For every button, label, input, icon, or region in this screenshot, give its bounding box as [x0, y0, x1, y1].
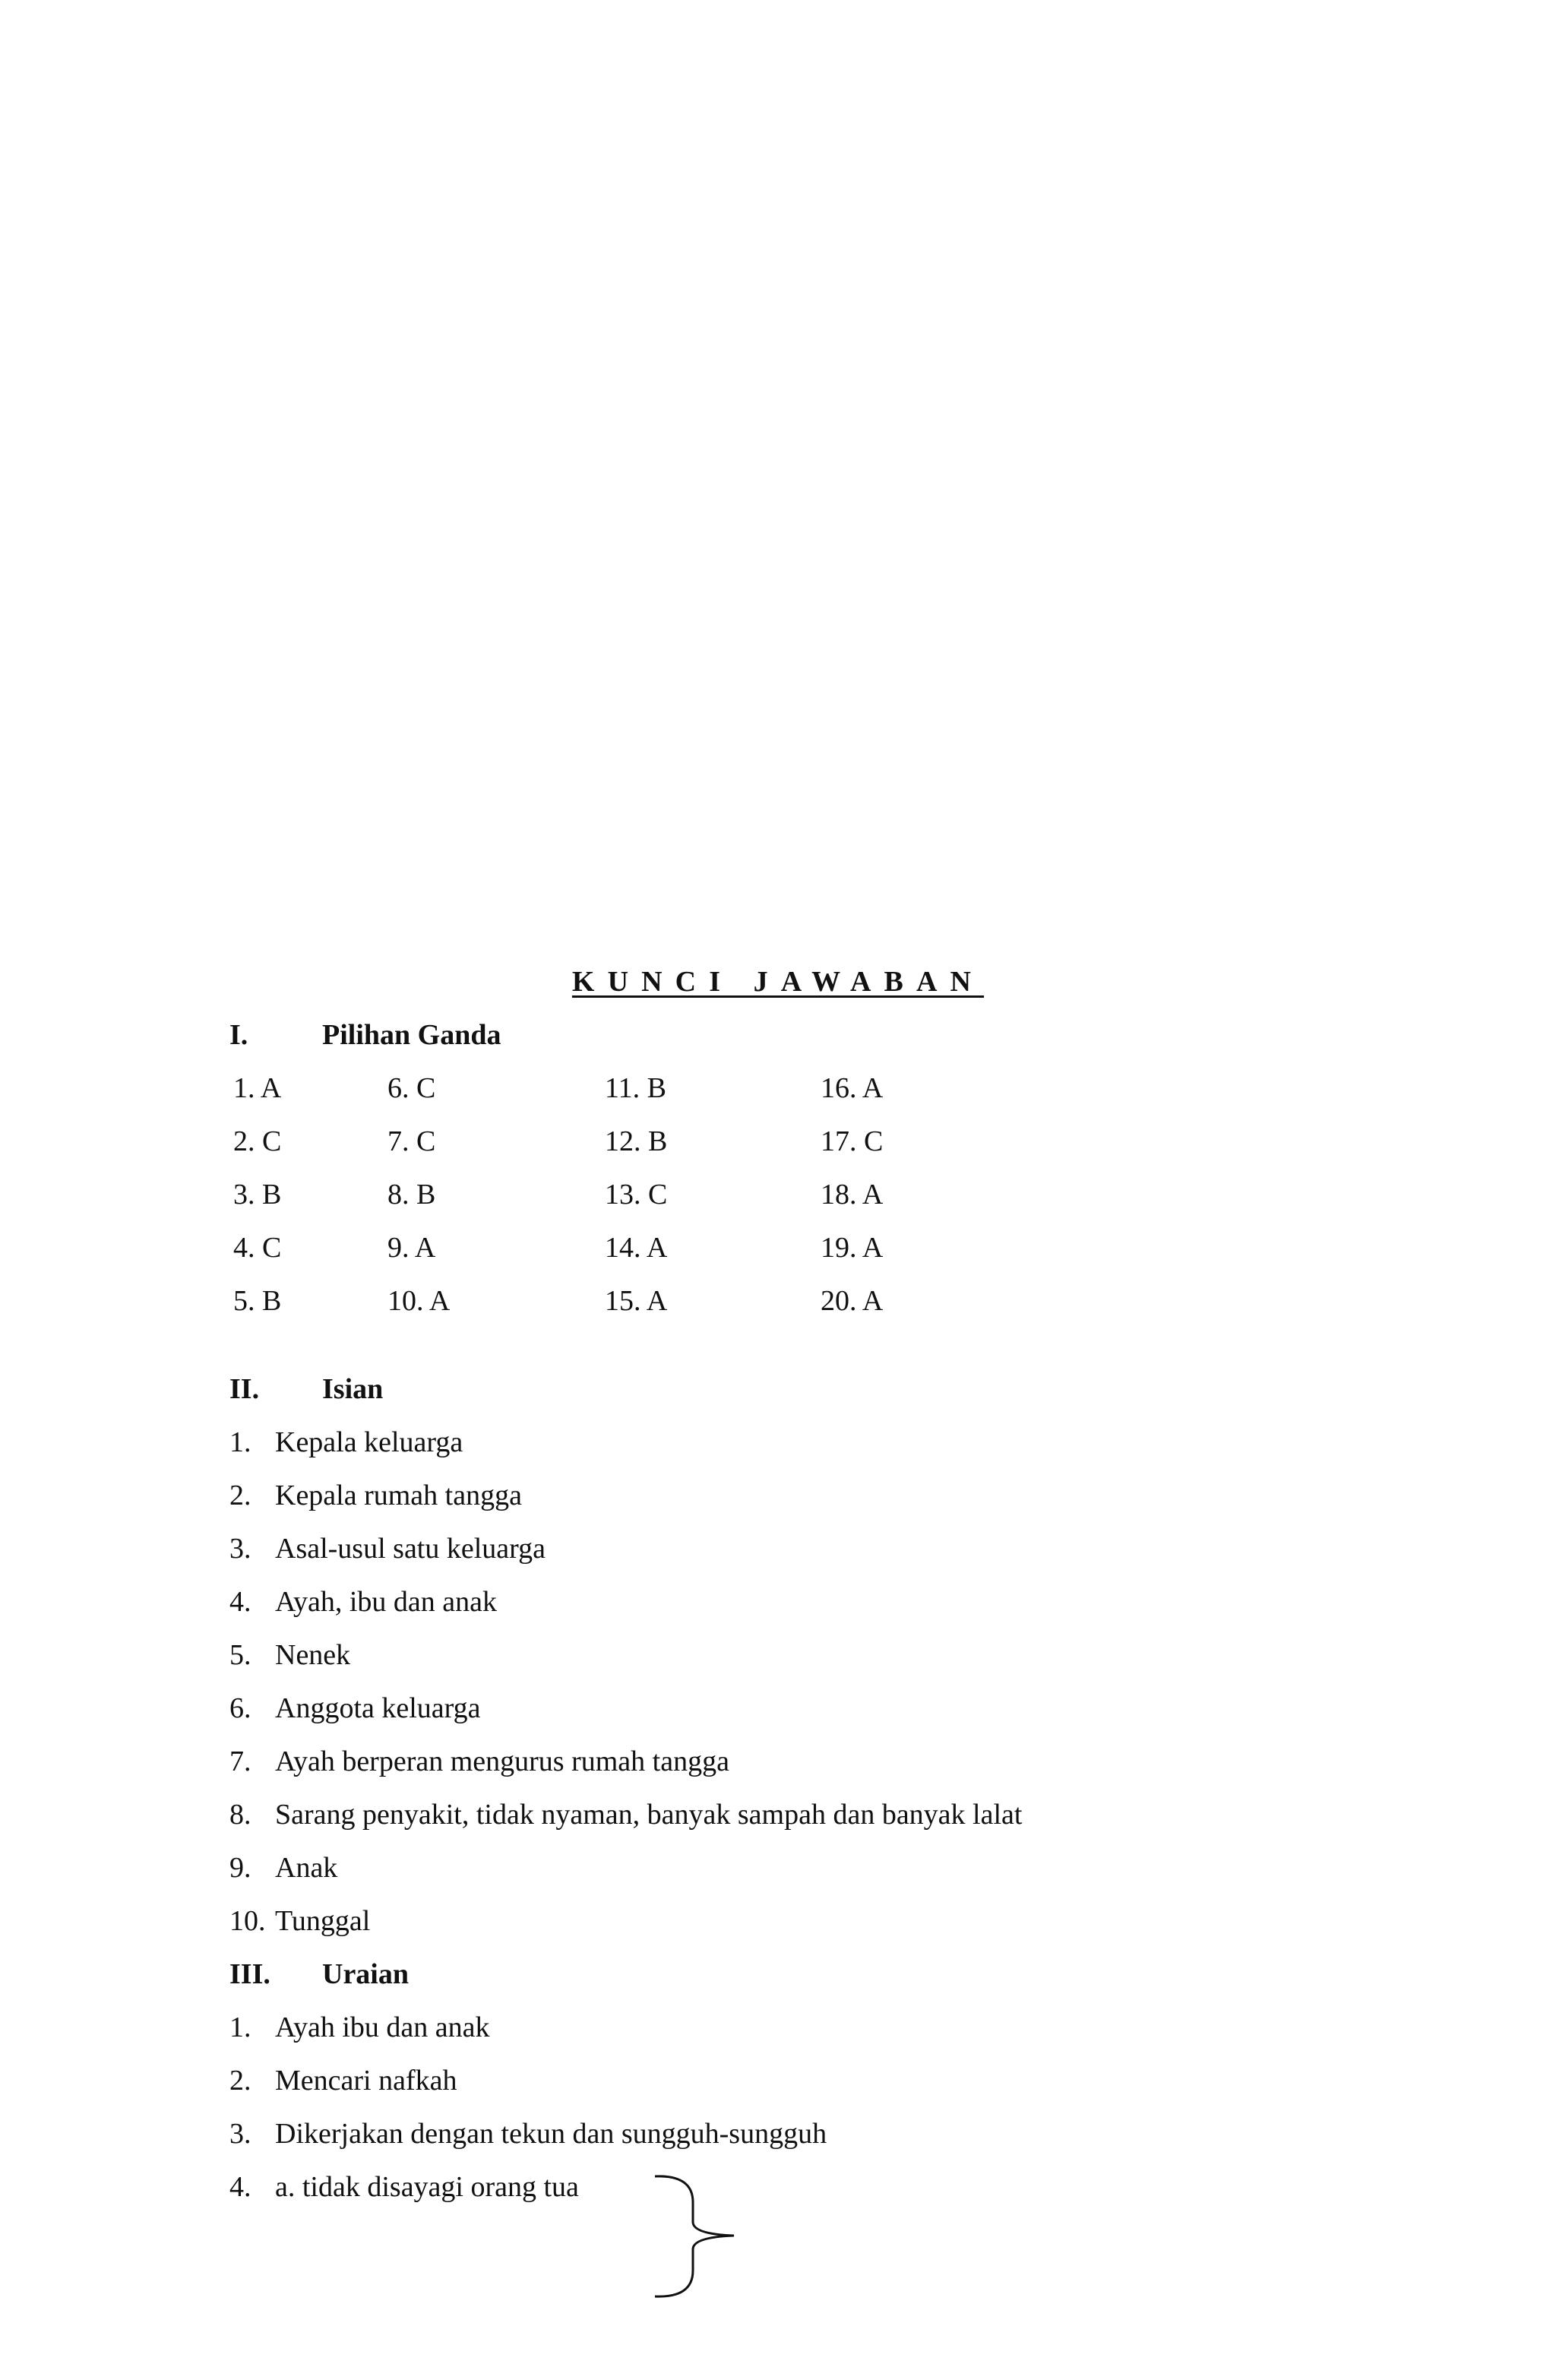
answer-item: 4. C: [233, 1232, 282, 1264]
section-number: III.: [229, 1958, 270, 1990]
item-text: Kepala keluarga: [275, 1426, 463, 1458]
item-number: 7.: [229, 1745, 251, 1777]
answer-item: 2. C: [233, 1125, 282, 1157]
answer-item: 17. C: [821, 1125, 884, 1157]
answer-item: 20. A: [821, 1285, 884, 1317]
section-label: Isian: [322, 1373, 384, 1405]
item-number: 2.: [229, 1480, 251, 1511]
answer-item: 1. A: [233, 1072, 282, 1104]
item-number: 9.: [229, 1852, 251, 1884]
section-number: I.: [229, 1019, 248, 1051]
item-text: Dikerjakan dengan tekun dan sungguh-sungguh: [275, 2118, 827, 2150]
section-label: Pilihan Ganda: [322, 1019, 501, 1051]
answer-item: 16. A: [821, 1072, 884, 1104]
answer-item: 15. A: [605, 1285, 668, 1317]
answer-item: 10. A: [387, 1285, 451, 1317]
section-label: Uraian: [322, 1958, 409, 1990]
item-number: 8.: [229, 1799, 251, 1831]
section-number: II.: [229, 1373, 260, 1405]
item-text: Sarang penyakit, tidak nyaman, banyak sampah dan banyak lalat: [275, 1799, 1023, 1831]
item-text: Asal-usul satu keluarga: [275, 1533, 546, 1565]
answer-item: 12. B: [605, 1125, 668, 1157]
item-number: 2.: [229, 2065, 251, 2097]
item-number: 3.: [229, 2118, 251, 2150]
item-number: 3.: [229, 1533, 251, 1565]
answer-item: 6. C: [387, 1072, 436, 1104]
item-text: Ayah berperan mengurus rumah tangga: [275, 1745, 729, 1777]
answer-item: 3. B: [233, 1179, 282, 1211]
answer-item: 18. A: [821, 1179, 884, 1211]
item-text: Ayah, ibu dan anak: [275, 1586, 497, 1618]
curly-brace-icon: [653, 2172, 745, 2301]
item-number: 10.: [229, 1905, 266, 1937]
item-text: Mencari nafkah: [275, 2065, 457, 2097]
answer-item: 9. A: [387, 1232, 436, 1264]
item-number: 1.: [229, 1426, 251, 1458]
item-number: 1.: [229, 2011, 251, 2043]
answer-item: 11. B: [605, 1072, 666, 1104]
page-title: KUNCI JAWABAN: [571, 966, 985, 998]
answer-item: 5. B: [233, 1285, 282, 1317]
item-text: Anak: [275, 1852, 338, 1884]
item-text: Kepala rumah tangga: [275, 1480, 522, 1511]
answer-item: 14. A: [605, 1232, 668, 1264]
item-text: Nenek: [275, 1639, 351, 1671]
answer-item: 7. C: [387, 1125, 436, 1157]
answer-item: 13. C: [605, 1179, 668, 1211]
item-number: 5.: [229, 1639, 251, 1671]
item-text: Ayah ibu dan anak: [275, 2011, 490, 2043]
item-number: 4.: [229, 2171, 251, 2203]
answer-item: 8. B: [387, 1179, 436, 1211]
item-number: 4.: [229, 1586, 251, 1618]
answer-item: 19. A: [821, 1232, 884, 1264]
item-text: Tunggal: [275, 1905, 371, 1937]
item-text: a. tidak disayagi orang tua: [275, 2171, 579, 2203]
item-number: 6.: [229, 1692, 251, 1724]
item-text: Anggota keluarga: [275, 1692, 481, 1724]
